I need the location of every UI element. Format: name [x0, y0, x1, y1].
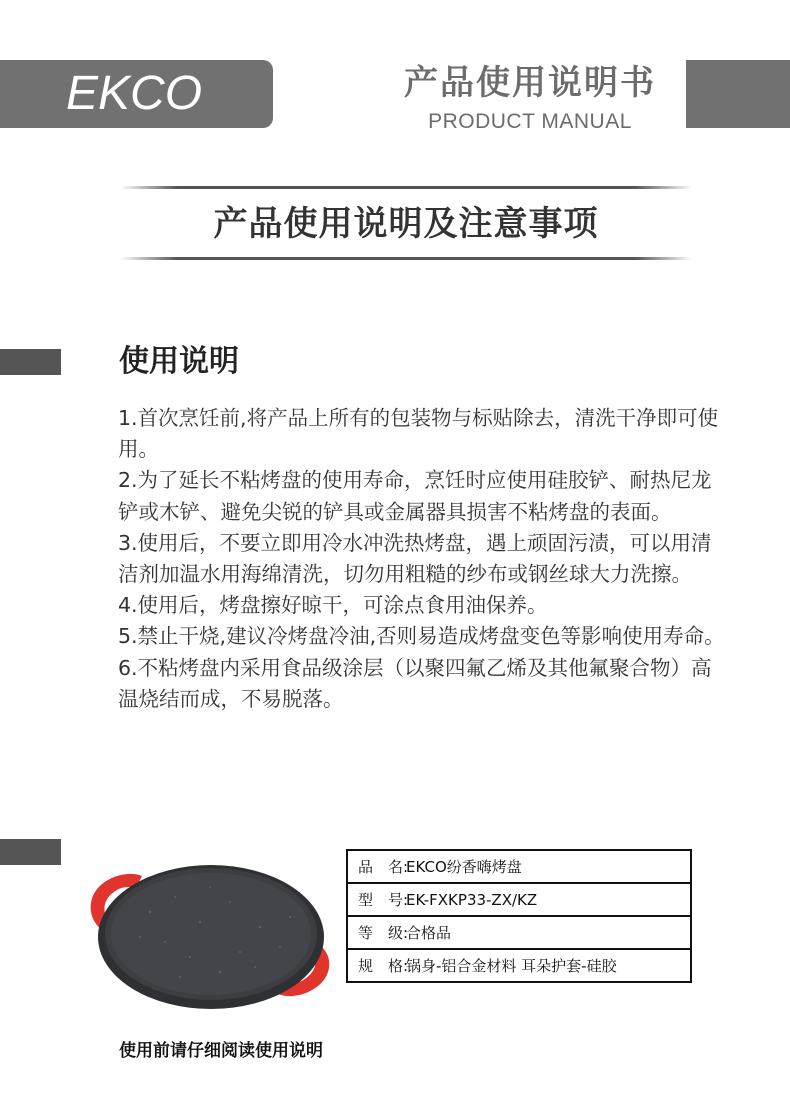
bottom-divider: [120, 257, 692, 260]
spec-label: 品 名:: [358, 858, 409, 876]
spec-row: [347, 850, 691, 883]
header-accent-block: [686, 60, 790, 128]
spec-value: 合格品: [406, 924, 452, 942]
instructions-list: [118, 403, 728, 715]
header-title: 产品使用说明书: [404, 63, 656, 103]
section-title: 使用说明: [119, 344, 239, 379]
spec-label: 等 级:: [358, 924, 409, 942]
header-subtitle: PRODUCT MANUAL: [428, 110, 632, 133]
spec-label: 型 号:: [358, 891, 409, 909]
instruction-item: 5.禁止干烧,建议冷烤盘冷油,否则易造成烤盘变色等影响使用寿命。: [118, 624, 725, 649]
spec-label: 规 格:: [358, 957, 409, 975]
spec-value: EKCO纷香嗨烤盘: [406, 858, 522, 876]
instruction-item: 4.使用后，烤盘擦好晾干，可涂点食用油保养。: [118, 593, 548, 618]
grill-pan-image: [80, 852, 340, 1012]
product-marker: [0, 839, 61, 865]
spec-row: [347, 916, 691, 949]
footer-note: 使用前请仔细阅读使用说明: [119, 1041, 323, 1061]
spec-value: EK-FXKP33-ZX/KZ: [406, 891, 538, 909]
spec-row: [347, 883, 691, 916]
top-divider: [120, 186, 692, 189]
instruction-item: 1.首次烹饪前,将产品上所有的包装物与标贴除去，清洗干净即可使用。: [118, 406, 719, 462]
instruction-item: 6.不粘烤盘内采用食品级涂层（以聚四氟乙烯及其他氟聚合物）高温烧结而成，不易脱落。: [118, 655, 712, 711]
section-marker: [0, 349, 61, 375]
spec-value: 锅身-铝合金材料 耳朵护套-硅胶: [406, 957, 617, 975]
main-title: 产品使用说明及注意事项: [213, 204, 599, 244]
instruction-item: 2.为了延长不粘烤盘的使用寿命，烹饪时应使用硅胶铲、耐热尼龙铲或木铲、避免尖锐的铲具或金属器具损害不粘烤盘的表面。: [118, 468, 712, 524]
spec-row: [347, 949, 691, 982]
ekco-logo: EKCO: [66, 67, 203, 120]
spec-table: [346, 849, 692, 983]
instruction-item: 3.使用后，不要立即用冷水冲洗热烤盘，遇上顽固污渍，可以用清洁剂加温水用海绵清洗，切勿用粗糙的纱布或钢丝球大力洗擦。: [118, 530, 712, 587]
